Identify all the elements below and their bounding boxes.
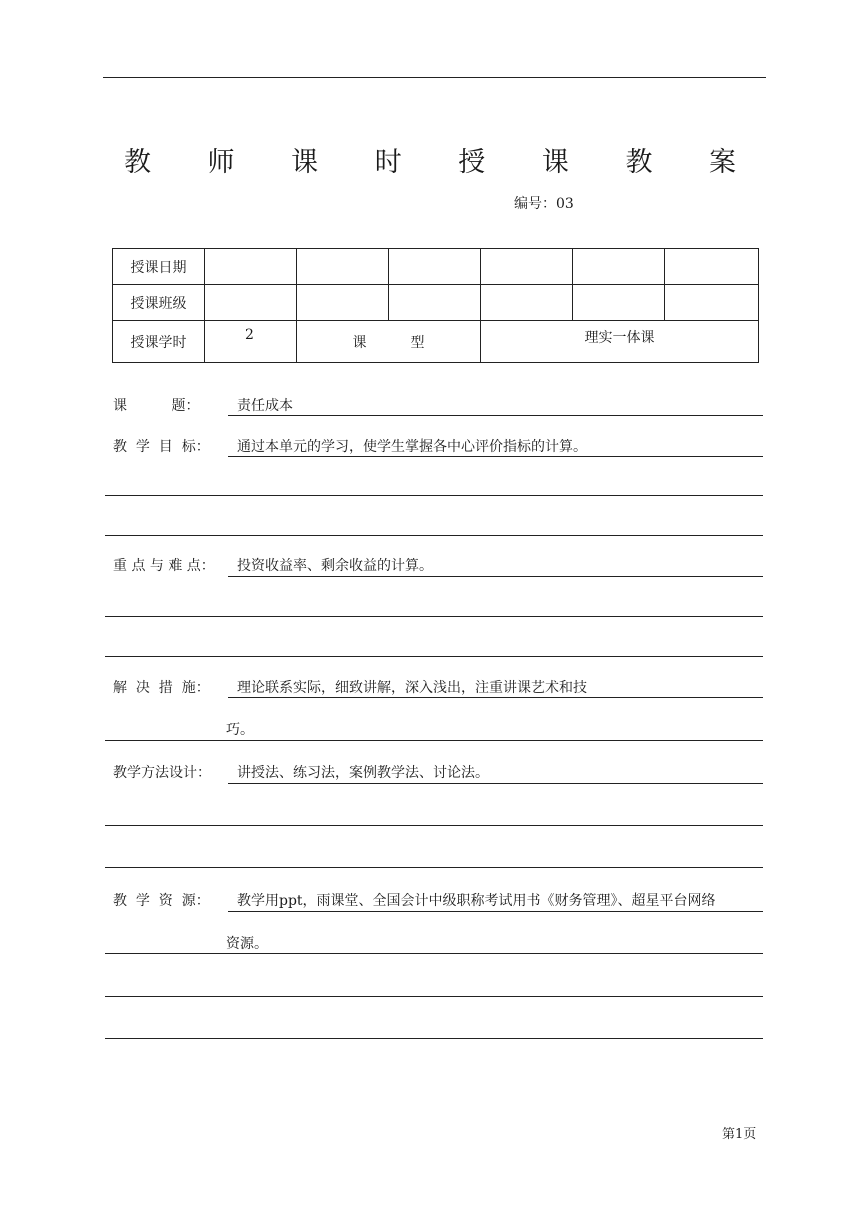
topic-underline bbox=[228, 415, 763, 416]
resource-label: 教 学 资 源： bbox=[113, 893, 210, 909]
key-points-label: 重 点 与 难 点： bbox=[113, 558, 215, 574]
page-number: 第1页 bbox=[722, 1127, 757, 1142]
goal-text: 通过本单元的学习，使学生掌握各中心评价指标的计算。 bbox=[237, 439, 587, 455]
page-title: 教 师 课 时 授 课 教 案 bbox=[123, 147, 761, 178]
goal-underline bbox=[228, 456, 763, 457]
blank-line bbox=[105, 535, 763, 536]
class-label: 授课班级 bbox=[113, 285, 205, 321]
lesson-info-table bbox=[112, 248, 759, 363]
table-cell bbox=[297, 285, 389, 321]
blank-line bbox=[105, 1038, 763, 1039]
table-cell bbox=[297, 249, 389, 285]
table-cell bbox=[389, 285, 481, 321]
hours-label: 授课学时 bbox=[113, 321, 205, 363]
blank-line bbox=[105, 996, 763, 997]
blank-line bbox=[105, 740, 763, 741]
hours-value: 2 bbox=[205, 321, 297, 363]
solution-underline bbox=[228, 697, 763, 698]
blank-line bbox=[105, 495, 763, 496]
resource-underline bbox=[228, 911, 763, 912]
table-cell bbox=[481, 285, 573, 321]
blank-line bbox=[105, 656, 763, 657]
table-cell bbox=[665, 285, 759, 321]
key-points-text: 投资收益率、剩余收益的计算。 bbox=[237, 558, 433, 574]
date-label: 授课日期 bbox=[113, 249, 205, 285]
table-row-class bbox=[113, 285, 759, 321]
table-row-date bbox=[113, 249, 759, 285]
blank-line bbox=[105, 867, 763, 868]
method-underline bbox=[228, 783, 763, 784]
goal-label: 教 学 目 标： bbox=[113, 439, 210, 455]
method-text: 讲授法、练习法，案例教学法、讨论法。 bbox=[237, 765, 489, 781]
table-cell bbox=[205, 285, 297, 321]
table-cell bbox=[573, 285, 665, 321]
solution-label: 解 决 措 施： bbox=[113, 680, 210, 696]
topic-label: 课 题： bbox=[113, 398, 200, 414]
type-label-a: 课 bbox=[352, 334, 367, 351]
table-cell bbox=[389, 249, 481, 285]
table-cell bbox=[205, 249, 297, 285]
header-rule bbox=[103, 77, 766, 78]
table-cell bbox=[481, 249, 573, 285]
resource-text-line1: 教学用ppt，雨课堂、全国会计中级职称考试用书《财务管理》、超星平台网络 bbox=[237, 893, 716, 909]
topic-text: 责任成本 bbox=[237, 398, 293, 414]
blank-line bbox=[105, 616, 763, 617]
table-cell bbox=[573, 249, 665, 285]
blank-line bbox=[105, 825, 763, 826]
solution-text-line1: 理论联系实际，细致讲解，深入浅出，注重讲课艺术和技 bbox=[237, 680, 587, 696]
type-label bbox=[297, 321, 481, 363]
type-label-b: 型 bbox=[410, 334, 425, 351]
type-value: 理实一体课 bbox=[481, 321, 759, 363]
solution-text-line2: 巧。 bbox=[226, 722, 254, 738]
key-points-underline bbox=[228, 576, 763, 577]
table-cell bbox=[665, 249, 759, 285]
serial-number: 编号：03 bbox=[514, 196, 574, 212]
blank-line bbox=[105, 953, 763, 954]
method-label: 教学方法设计： bbox=[113, 765, 211, 781]
table-row-hours bbox=[113, 321, 759, 363]
resource-text-line2: 资源。 bbox=[226, 936, 268, 952]
